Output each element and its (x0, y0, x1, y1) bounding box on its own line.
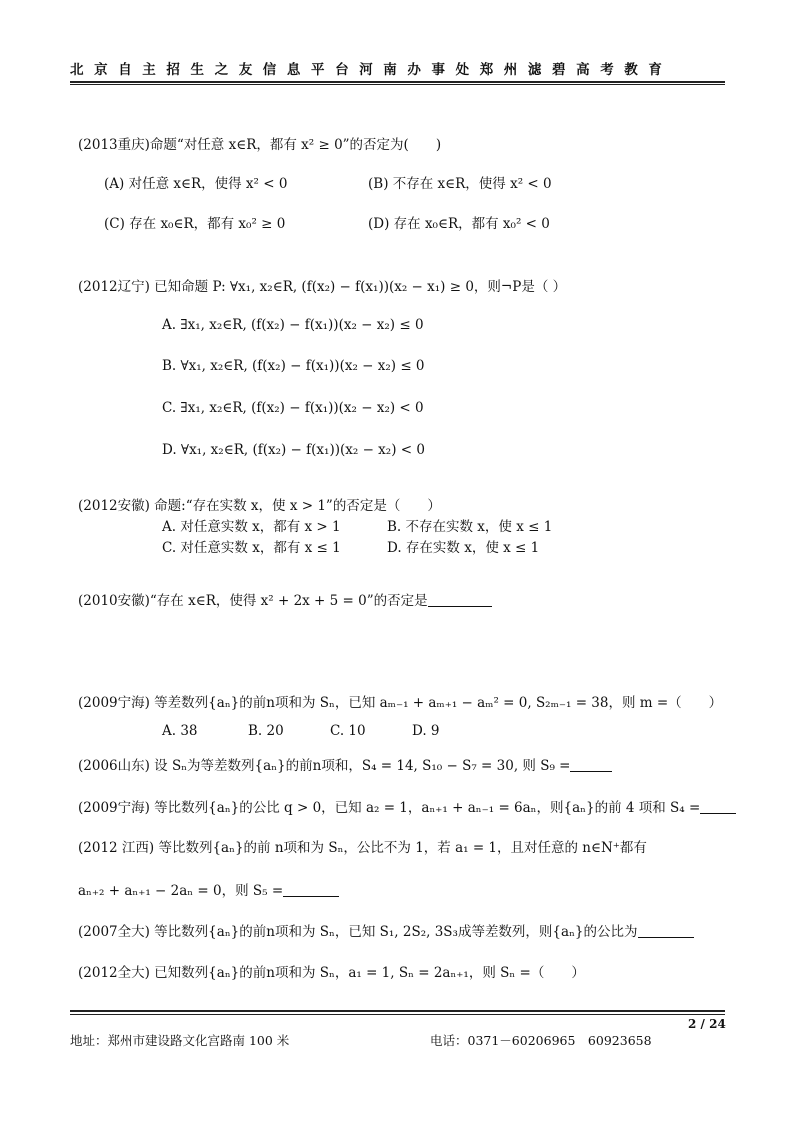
q7-stem (78, 796, 736, 816)
q1-option-a: (A) 对任意 x∈R，使得 x² < 0 (104, 176, 288, 192)
q3-stem: (2012安徽) 命题:“存在实数 x，使 x > 1”的否定是（ ） (78, 498, 441, 514)
footer-rule-thin (70, 1014, 725, 1015)
q2-option-c: C. ∃x₁, x₂∈R, (f(x₂) − f(x₁))(x₂ − x₂) < 0 (162, 400, 424, 416)
q5-stem: (2009宁海) 等差数列{aₙ}的前n项和为 Sₙ，已知 aₘ₋₁ + aₘ₊₁ − aₘ² = 0, S₂ₘ₋₁ = 38，则 m =（ ） (78, 695, 723, 711)
page-header-title: 北京自主招生之友信息平台河南办事处郑州滤碧高考教育 (70, 62, 673, 78)
q4-answer-blank[interactable] (428, 594, 492, 607)
header-rule-thin (70, 84, 725, 85)
footer-address: 地址：郑州市建设路文化宫路南 100 米 (70, 1033, 290, 1048)
q7-text: (2009宁海) 等比数列{aₙ}的公比 q > 0，已知 a₂ = 1，aₙ₊₁ + aₙ₋₁ = 6aₙ，则{aₙ}的前 4 项和 S₄ = (78, 800, 701, 816)
q3-option-c: C. 对任意实数 x，都有 x ≤ 1 (162, 540, 341, 556)
footer-rule-thick (70, 1010, 725, 1012)
q3-option-b: B. 不存在实数 x，使 x ≤ 1 (387, 519, 553, 535)
q6-text: (2006山东) 设 Sₙ为等差数列{aₙ}的前n项和，S₄ = 14, S₁₀ − S₇ = 30, 则 S₉ = (78, 758, 571, 774)
q2-option-a: A. ∃x₁, x₂∈R, (f(x₂) − f(x₁))(x₂ − x₂) ≤ 0 (162, 317, 424, 333)
q5-option-b: B. 20 (248, 723, 284, 739)
q3-option-d: D. 存在实数 x，使 x ≤ 1 (387, 540, 540, 556)
q4-text: (2010安徽)“存在 x∈R，使得 x² + 2x + 5 = 0”的否定是 (78, 593, 428, 609)
q5-option-c: C. 10 (330, 723, 366, 739)
q1-stem: (2013重庆)命题“对任意 x∈R，都有 x² ≥ 0”的否定为( ) (78, 137, 442, 153)
q7-answer-blank[interactable] (700, 801, 736, 814)
q9-stem (78, 920, 694, 940)
q6-stem (78, 754, 612, 774)
footer-phone: 电话：0371－60206965 60923658 (430, 1033, 652, 1048)
q5-option-d: D. 9 (412, 723, 440, 739)
q2-option-d: D. ∀x₁, x₂∈R, (f(x₂) − f(x₁))(x₂ − x₂) < 0 (162, 442, 425, 458)
q4-stem (78, 589, 492, 609)
q5-option-a: A. 38 (162, 723, 198, 739)
q1-option-c: (C) 存在 x₀∈R，都有 x₀² ≥ 0 (104, 216, 286, 232)
q6-answer-blank[interactable] (570, 759, 612, 772)
q8-text: aₙ₊₂ + aₙ₊₁ − 2aₙ = 0，则 S₅ = (78, 883, 284, 899)
q2-stem: (2012辽宁) 已知命题 P: ∀x₁, x₂∈R, (f(x₂) − f(x₁))(x₂ − x₁) ≥ 0，则¬P是（ ） (78, 279, 567, 295)
q8-line2 (78, 879, 339, 899)
q2-option-b: B. ∀x₁, x₂∈R, (f(x₂) − f(x₁))(x₂ − x₂) ≤ 0 (162, 358, 425, 374)
q9-text: (2007全大) 等比数列{aₙ}的前n项和为 Sₙ，已知 S₁, 2S₂, 3S₃成等差数列，则{aₙ}的公比为 (78, 924, 638, 940)
header-rule-thick (70, 81, 725, 83)
q3-option-a: A. 对任意实数 x，都有 x > 1 (162, 519, 341, 535)
q8-answer-blank[interactable] (283, 884, 339, 897)
q1-option-d: (D) 存在 x₀∈R，都有 x₀² < 0 (368, 216, 550, 232)
q9-answer-blank[interactable] (638, 925, 694, 938)
page-number: 2 / 24 (688, 1017, 726, 1031)
q1-option-b: (B) 不存在 x∈R，使得 x² < 0 (368, 176, 552, 192)
q10-stem: (2012全大) 已知数列{aₙ}的前n项和为 Sₙ，a₁ = 1, Sₙ = 2aₙ₊₁，则 Sₙ =（ ） (78, 965, 585, 981)
q8-line1: (2012 江西) 等比数列{aₙ}的前 n项和为 Sₙ，公比不为 1，若 a₁ = 1，且对任意的 n∈N⁺都有 (78, 840, 647, 856)
